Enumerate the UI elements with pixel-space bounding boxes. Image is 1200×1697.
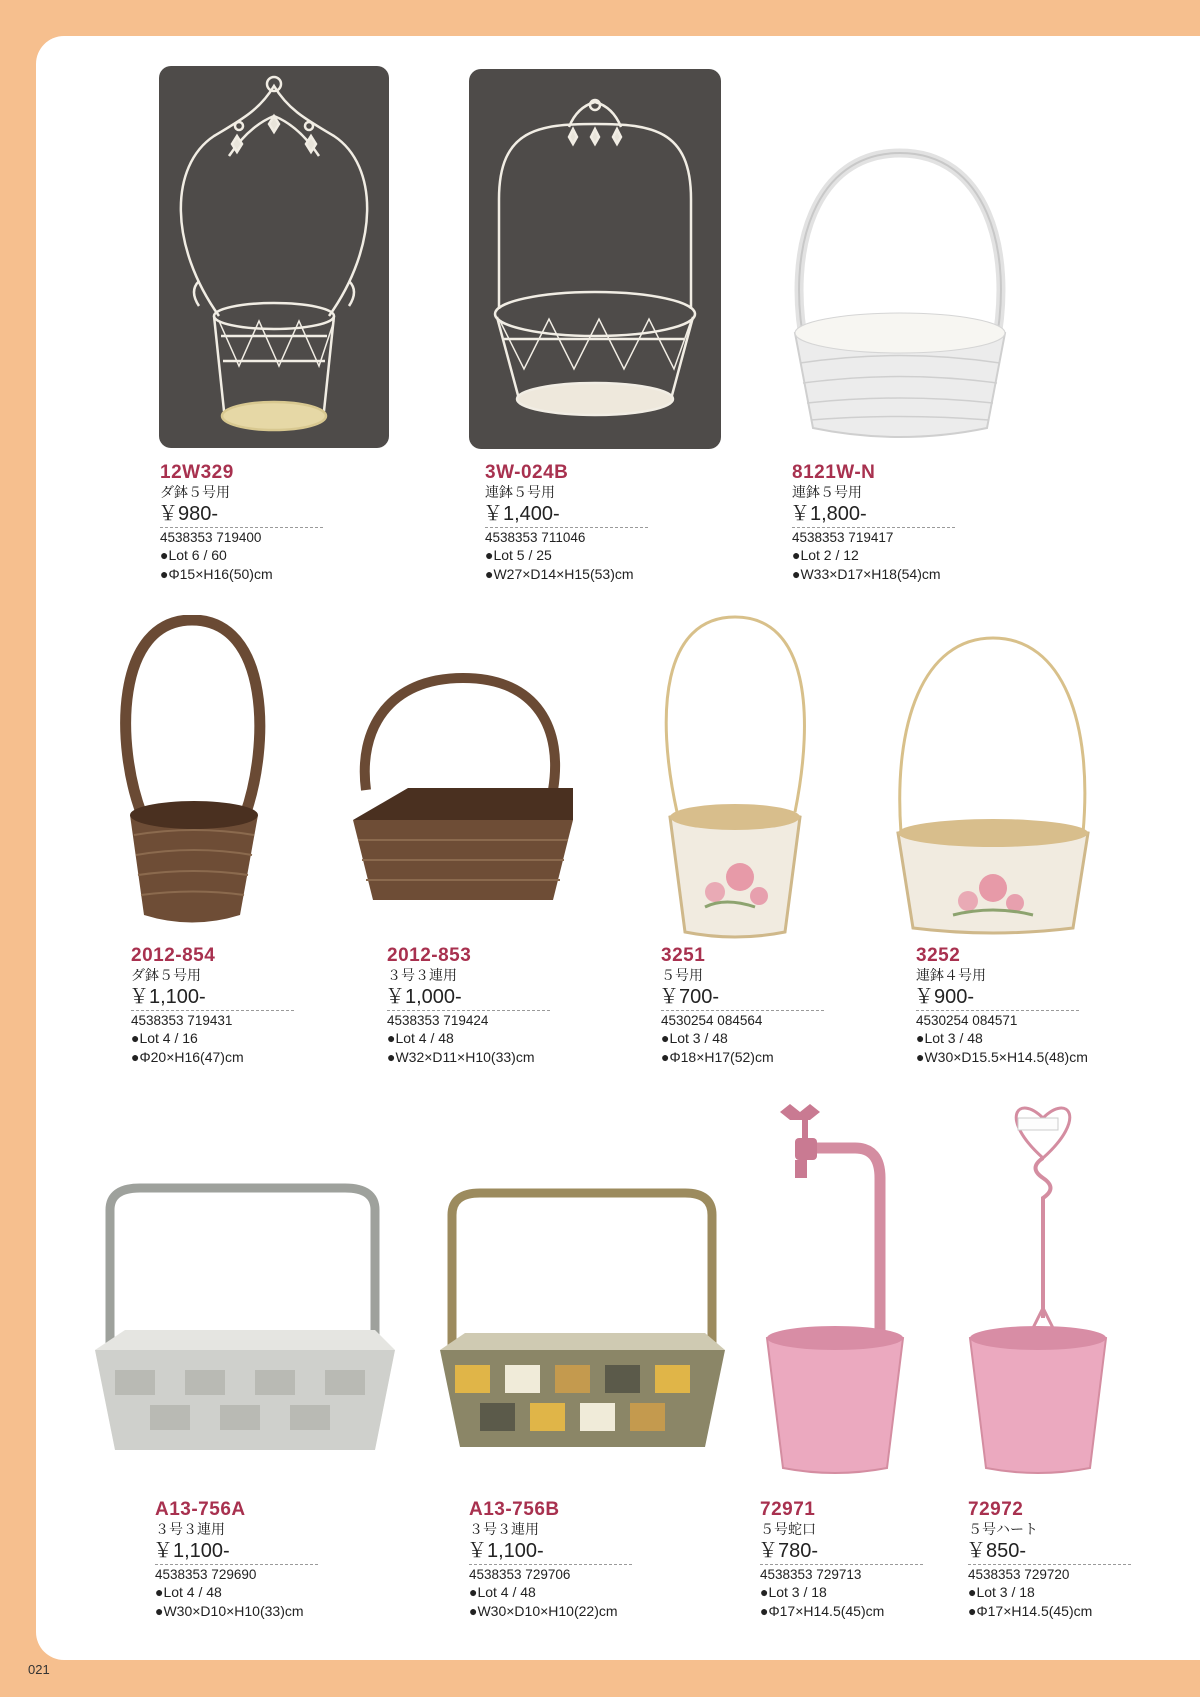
- product-photo-a13-756a: [95, 1180, 395, 1455]
- product-price: ￥1,100-: [129, 986, 206, 1008]
- product-code: 2012-853: [387, 945, 472, 966]
- product-lot: ●Lot 3 / 18: [760, 1584, 827, 1600]
- page-number: 021: [28, 1662, 50, 1677]
- product-size: ●W32×D11×H10(33)cm: [387, 1049, 535, 1065]
- product-lot: ●Lot 4 / 48: [387, 1030, 454, 1046]
- product-photo-2012-854: [110, 615, 275, 935]
- product-lot: ●Lot 2 / 12: [792, 547, 859, 563]
- product-lot: ●Lot 4 / 48: [155, 1584, 222, 1600]
- product-photo-2012-853: [348, 670, 578, 905]
- product-price: ￥850-: [966, 1540, 1027, 1562]
- product-lot: ●Lot 3 / 48: [916, 1030, 983, 1046]
- product-code: 72971: [760, 1499, 816, 1520]
- product-price: ￥1,400-: [483, 503, 560, 525]
- product-size: ●W30×D15.5×H14.5(48)cm: [916, 1049, 1088, 1065]
- product-size: ●W27×D14×H15(53)cm: [485, 566, 634, 582]
- product-code: 2012-854: [131, 945, 216, 966]
- product-code: 3252: [916, 945, 961, 966]
- product-code: 8121W-N: [792, 462, 876, 483]
- product-jan-code: 4538353 719417: [792, 527, 955, 546]
- product-description: 連鉢５号用: [792, 484, 862, 500]
- product-jan-code: 4538353 719400: [160, 527, 323, 546]
- product-description: ダ鉢５号用: [160, 484, 230, 500]
- product-item-a13-756a: [155, 1499, 475, 1621]
- product-code: 3251: [661, 945, 706, 966]
- product-photo-3w-024b: [469, 69, 721, 449]
- product-description: ３号３連用: [469, 1521, 539, 1537]
- product-price: ￥900-: [914, 986, 975, 1008]
- product-size: ●Φ20×H16(47)cm: [131, 1049, 244, 1065]
- product-code: A13-756A: [155, 1499, 246, 1520]
- product-jan-code: 4538353 729706: [469, 1564, 632, 1583]
- product-photo-8121w-n: [775, 148, 1025, 443]
- product-description: ５号ハート: [968, 1521, 1038, 1537]
- product-price: ￥780-: [758, 1540, 819, 1562]
- product-lot: ●Lot 3 / 48: [661, 1030, 728, 1046]
- product-code: A13-756B: [469, 1499, 560, 1520]
- product-photo-3252: [893, 633, 1093, 938]
- product-jan-code: 4538353 719431: [131, 1010, 294, 1029]
- product-jan-code: 4538353 729713: [760, 1564, 923, 1583]
- product-price: ￥1,800-: [790, 503, 867, 525]
- product-jan-code: 4530254 084571: [916, 1010, 1079, 1029]
- product-code: 12W329: [160, 462, 234, 483]
- product-item-72972: [968, 1499, 1188, 1621]
- product-description: ５号蛇口: [760, 1521, 816, 1537]
- product-jan-code: 4538353 719424: [387, 1010, 550, 1029]
- product-jan-code: 4538353 711046: [485, 527, 648, 546]
- product-photo-72972: [968, 1098, 1108, 1478]
- product-size: ●Φ17×H14.5(45)cm: [968, 1603, 1093, 1619]
- product-price: ￥1,000-: [385, 986, 462, 1008]
- product-description: ダ鉢５号用: [131, 967, 201, 983]
- product-lot: ●Lot 5 / 25: [485, 547, 552, 563]
- product-item-12w329: [160, 462, 480, 584]
- product-size: ●Φ18×H17(52)cm: [661, 1049, 774, 1065]
- product-code: 3W-024B: [485, 462, 569, 483]
- product-size: ●W33×D17×H18(54)cm: [792, 566, 941, 582]
- product-photo-12w329: [159, 66, 389, 448]
- product-price: ￥980-: [158, 503, 219, 525]
- product-price: ￥700-: [659, 986, 720, 1008]
- product-description: ３号３連用: [387, 967, 457, 983]
- product-price: ￥1,100-: [153, 1540, 230, 1562]
- product-price: ￥1,100-: [467, 1540, 544, 1562]
- product-item-a13-756b: [469, 1499, 789, 1621]
- product-lot: ●Lot 6 / 60: [160, 547, 227, 563]
- product-description: ５号用: [661, 967, 703, 983]
- product-item-8121w-n: [792, 462, 1112, 584]
- product-lot: ●Lot 4 / 16: [131, 1030, 198, 1046]
- product-lot: ●Lot 3 / 18: [968, 1584, 1035, 1600]
- product-code: 72972: [968, 1499, 1024, 1520]
- product-description: ３号３連用: [155, 1521, 225, 1537]
- product-description: 連鉢４号用: [916, 967, 986, 983]
- product-item-3252: [916, 945, 1200, 1067]
- product-photo-3251: [655, 612, 815, 942]
- product-jan-code: 4538353 729690: [155, 1564, 318, 1583]
- product-jan-code: 4538353 729720: [968, 1564, 1131, 1583]
- product-item-3w-024b: [485, 462, 805, 584]
- product-photo-a13-756b: [440, 1185, 725, 1450]
- product-description: 連鉢５号用: [485, 484, 555, 500]
- product-jan-code: 4530254 084564: [661, 1010, 824, 1029]
- product-size: ●Φ15×H16(50)cm: [160, 566, 273, 582]
- product-size: ●W30×D10×H10(33)cm: [155, 1603, 304, 1619]
- product-lot: ●Lot 4 / 48: [469, 1584, 536, 1600]
- product-size: ●Φ17×H14.5(45)cm: [760, 1603, 885, 1619]
- product-size: ●W30×D10×H10(22)cm: [469, 1603, 618, 1619]
- product-photo-72971: [765, 1098, 905, 1478]
